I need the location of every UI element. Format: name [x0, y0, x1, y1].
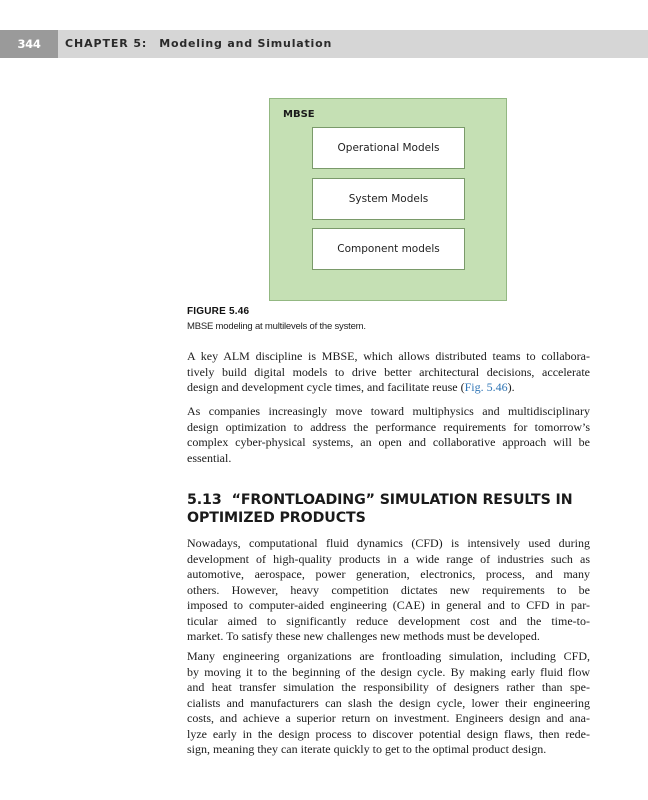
text-line: As companies increasingly move toward multiphysics and multidisciplinary — [187, 404, 590, 418]
paragraph-mbse — [187, 349, 590, 396]
paragraph-cfd — [187, 536, 590, 645]
chapter-title: Modeling and Simulation — [159, 37, 333, 50]
text-line: Many engineering organizations are frontloading simulation, including CFD, — [187, 649, 590, 663]
text-line: automotive, aerospace, power generation, electronics, process, and many — [187, 567, 590, 581]
section-heading-line — [187, 491, 597, 509]
page-number: 344 — [0, 30, 58, 58]
diagram-title: MBSE — [283, 109, 315, 120]
text-line: sign, meaning they can iterate quickly to get to the optimal product design. — [187, 742, 547, 756]
section-title-line1: “FRONTLOADING” SIMULATION RESULTS IN — [231, 492, 573, 508]
text-line: lyze early in the design process to discover potential design flaws, then rede- — [187, 726, 590, 741]
mbse-diagram — [269, 98, 507, 301]
text-line: A key ALM discipline is MBSE, which allows distributed teams to collabora- — [187, 349, 590, 363]
text-segment: design and development cycle times, and facilitate reuse ( — [187, 380, 465, 394]
text-line — [187, 380, 590, 396]
text-line: by moving it to the beginning of the design cycle. By making early fluid flow — [187, 664, 590, 679]
section-number: 5.13 — [187, 492, 222, 508]
text-segment: ). — [507, 380, 515, 394]
figure-label: FIGURE 5.46 — [187, 306, 250, 317]
text-line: design optimization to address the performance requirements for tomorrow’s — [187, 419, 590, 434]
text-line: cialists and manufacturers can slash the design cycle, lower their engineering — [187, 695, 590, 710]
section-heading — [187, 491, 597, 527]
operational-models-box: Operational Models — [312, 127, 465, 169]
text-line: imposed to computer-aided engineering (CAE) in general and to CFD in par- — [187, 598, 590, 612]
component-models-box: Component models — [312, 228, 465, 270]
text-line: ticular aimed to significantly reduce development cost and the time-to- — [187, 613, 590, 628]
section-title-line2: OPTIMIZED PRODUCTS — [187, 510, 366, 526]
text-line: Nowadays, computational fluid dynamics (CFD) is intensively used during — [187, 536, 590, 550]
text-line: and heat transfer simulation the responsibility of designers rather than spe- — [187, 680, 590, 694]
figure-reference-link[interactable]: Fig. 5.46 — [464, 380, 508, 394]
text-line: costs, and achieve a superior return on investment. Engineers design and ana- — [187, 711, 590, 725]
paragraph-frontloading — [187, 649, 590, 758]
text-line: complex cyber-physical systems, an open and collaborative approach will be — [187, 435, 590, 449]
text-line: essential. — [187, 450, 232, 465]
running-header — [0, 30, 648, 58]
figure-caption: MBSE modeling at multilevels of the system. — [187, 321, 366, 332]
text-line: development of high-quality products in a wide range of industries such as — [187, 551, 590, 566]
system-models-box: System Models — [312, 178, 465, 220]
chapter-label: CHAPTER 5: — [65, 37, 148, 50]
chapter-heading — [65, 30, 332, 58]
text-line: market. To satisfy these new challenges new methods must be developed. — [187, 629, 540, 643]
text-line: others. However, heavy competition dictates new requirements to be — [187, 582, 590, 597]
paragraph-multiphysics — [187, 404, 590, 466]
text-line: tively build digital models to drive better architectural decisions, accelerate — [187, 364, 590, 379]
